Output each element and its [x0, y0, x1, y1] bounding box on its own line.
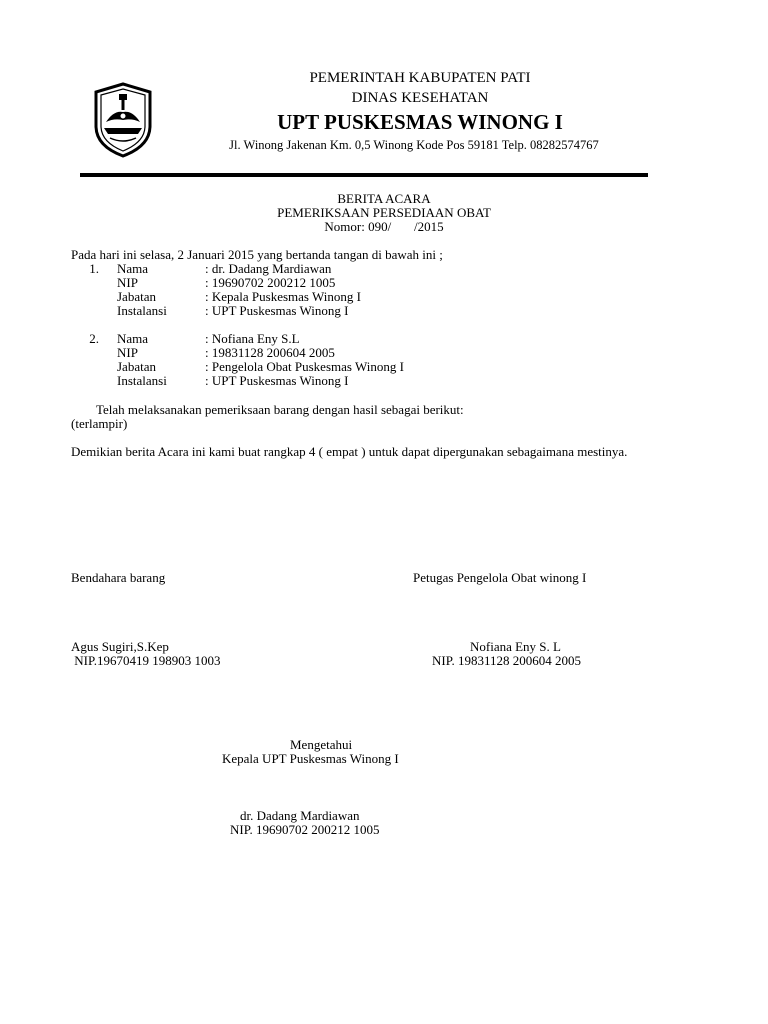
institution-address: Jl. Winong Jakenan Km. 0,5 Winong Kode Pos 59181 Telp. 08282574767 [229, 138, 599, 152]
field-label: Nama [117, 261, 149, 276]
letterhead-divider [80, 173, 648, 177]
doc-title: BERITA ACARA [337, 191, 431, 206]
acknowledging-role: Kepala UPT Puskesmas Winong I [222, 751, 399, 766]
field-value: : 19690702 200212 1005 [205, 275, 336, 290]
regency-seal-logo [92, 82, 154, 158]
field-label: Instalansi [117, 303, 167, 318]
right-signer-role: Petugas Pengelola Obat winong I [413, 570, 587, 585]
field-label: Nama [117, 331, 149, 346]
right-signer-name: Nofiana Eny S. L [470, 639, 561, 654]
acknowledging-name: dr. Dadang Mardiawan [240, 808, 360, 823]
statement-text: Telah melaksanakan pemeriksaan barang dengan hasil sebagai berikut: [96, 402, 464, 417]
list-number: 2. [89, 331, 99, 346]
attachment-note: (terlampir) [71, 416, 128, 431]
left-signer-role: Bendahara barang [71, 570, 166, 585]
field-value: : Kepala Puskesmas Winong I [205, 289, 361, 304]
field-value: : UPT Puskesmas Winong I [205, 373, 349, 388]
field-value: : Nofiana Eny S.L [205, 331, 300, 346]
field-label: NIP [117, 275, 138, 290]
government-name: PEMERINTAH KABUPATEN PATI [309, 70, 531, 86]
left-signer-nip: NIP.19670419 198903 1003 [71, 653, 221, 668]
field-label: Instalansi [117, 373, 167, 388]
field-label: NIP [117, 345, 138, 360]
intro-text: Pada hari ini selasa, 2 Januari 2015 yang bertanda tangan di bawah ini ; [71, 247, 443, 262]
field-value: : UPT Puskesmas Winong I [205, 303, 349, 318]
field-value: : dr. Dadang Mardiawan [205, 261, 332, 276]
department-name: DINAS KESEHATAN [351, 90, 489, 106]
institution-title: UPT PUSKESMAS WINONG I [277, 110, 563, 134]
doc-subtitle: PEMERIKSAAN PERSEDIAAN OBAT [277, 205, 491, 220]
closing-paragraph: Demikian berita Acara ini kami buat rangkap 4 ( empat ) untuk dapat dipergunakan sebagaimana mestinya. [71, 444, 628, 459]
field-label: Jabatan [117, 359, 156, 374]
right-signer-nip: NIP. 19831128 200604 2005 [432, 653, 582, 668]
field-value: : Pengelola Obat Puskesmas Winong I [205, 359, 404, 374]
list-number: 1. [89, 261, 99, 276]
field-label: Jabatan [117, 289, 156, 304]
left-signer-name: Agus Sugiri,S.Kep [71, 639, 169, 654]
doc-number: Nomor: 090/ /2015 [324, 219, 444, 234]
field-value: : 19831128 200604 2005 [205, 345, 335, 360]
acknowledging-nip: NIP. 19690702 200212 1005 [230, 822, 380, 837]
acknowledged-label: Mengetahui [290, 737, 353, 752]
